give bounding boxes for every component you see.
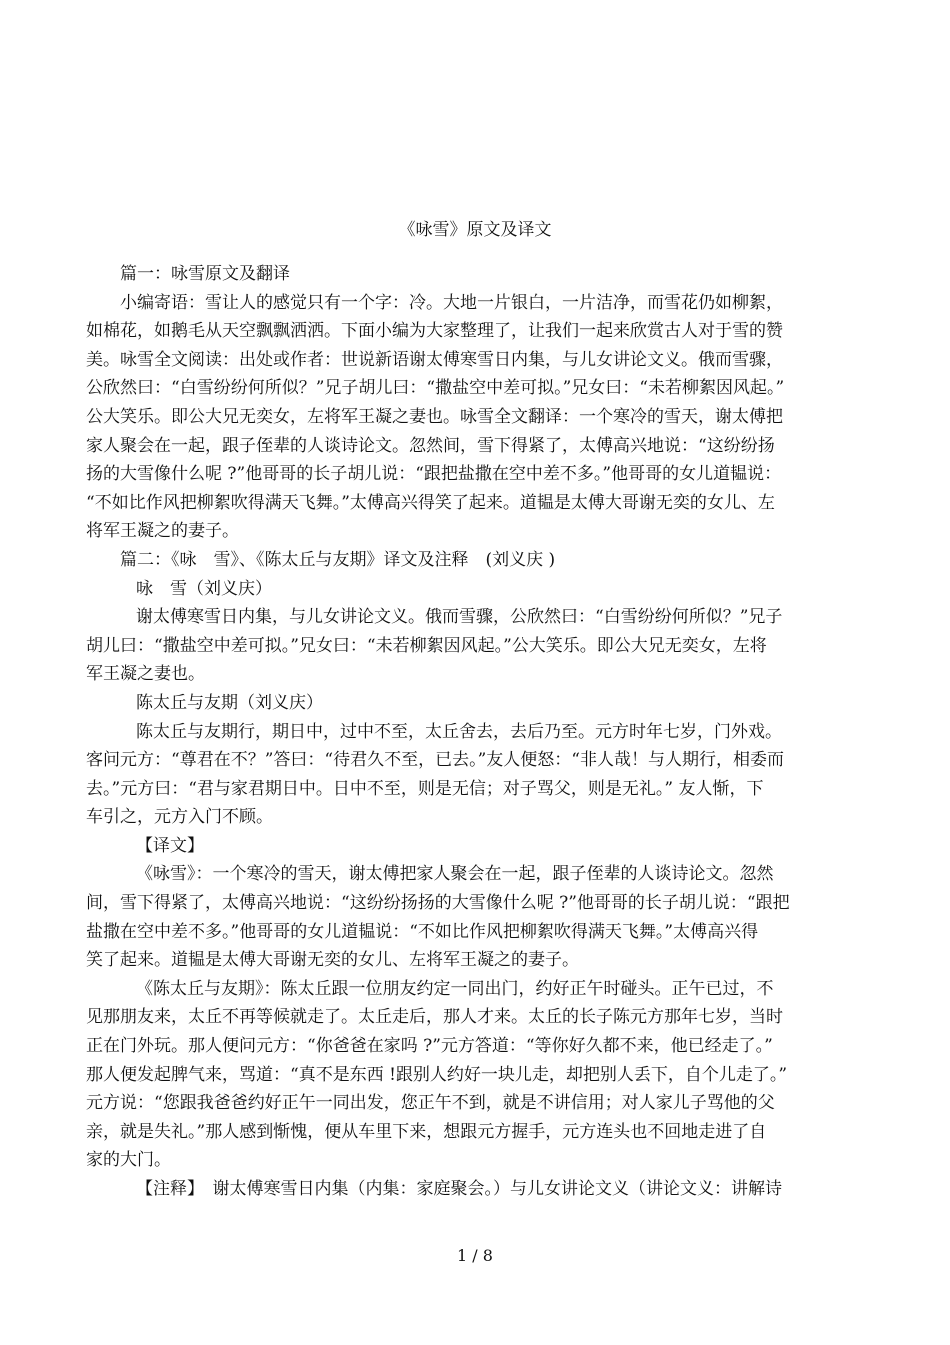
paragraph-line: 公大笑乐。即公大兄无奕女，左将军王凝之妻也。咏雪全文翻译：一个寒冷的雪天，谢太傅把 [86, 406, 783, 427]
paragraph-line: 见那朋友来，太丘不再等候就走了。太丘走后，那人才来。太丘的长子陈元方那年七岁，当时 [86, 1007, 783, 1028]
paragraph-line: 陈太丘与友期行，期日中，过中不至，太丘舍去，去后乃至。元方时年七岁，门外戏。 [136, 721, 782, 742]
paragraph-line: 盐撒在空中差不多。”他哥哥的女儿道韫说：“不如比作风把柳絮吹得满天飞舞。”太傅高兴得 [86, 921, 759, 942]
paragraph-line: 胡儿曰：“撒盐空中差可拟。”兄女曰：“未若柳絮因风起。”公大笑乐。即公大兄无奕女，左将 [86, 635, 767, 656]
paragraph-line: 扬的大雪像什么呢 ?”他哥哥的长子胡儿说：“跟把盐撒在空中差不多。”他哥哥的女儿道韫说： [86, 464, 782, 485]
subheading-notes: 【注释】 谢太傅寒雪日内集（内集：家庭聚会。）与儿女讲论文义（讲论文义：讲解诗 [136, 1179, 782, 1199]
paragraph-line: 公欣然曰：“白雪纷纷何所似？”兄子胡儿曰：“撒盐空中差可拟。”兄女曰：“未若柳絮因风起。” [86, 378, 785, 399]
subheading-yongxue: 咏 雪（刘义庆） [136, 578, 272, 599]
paragraph-line: 间，雪下得紧了，太傅高兴地说：“这纷纷扬扬的大雪像什么呢 ?”他哥哥的长子胡儿说：“跟把 [86, 893, 790, 914]
paragraph-line: “不如比作风把柳絮吹得满天飞舞。”太傅高兴得笑了起来。道韫是太傅大哥谢无奕的女儿、左 [86, 492, 775, 513]
page-number: 1 / 8 [457, 1246, 493, 1265]
paragraph-line: 《咏雪》：一个寒冷的雪天，谢太傅把家人聚会在一起，跟子侄辈的人谈诗论文。忽然 [136, 864, 774, 885]
subheading-translation: 【译文】 [136, 835, 204, 856]
paragraph-line: 家人聚会在一起，跟子侄辈的人谈诗论文。忽然间，雪下得紧了，太傅高兴地说：“这纷纷扬 [86, 435, 775, 456]
paragraph-line: 笑了起来。道韫是太傅大哥谢无奕的女儿、左将军王凝之的妻子。 [86, 950, 579, 971]
paragraph-line: 将军王凝之的妻子。 [86, 521, 239, 542]
paragraph-line: 那人便发起脾气来，骂道：“真不是东西 !跟别人约好一块儿走，却把别人丢下，自个儿走了。” [86, 1064, 788, 1085]
document-body [86, 260, 876, 1204]
paragraph-line: 去。”元方曰：“君与家君期日中。日中不至，则是无信；对子骂父，则是无礼。” 友人惭，下 [86, 778, 764, 799]
paragraph-line: 《陈太丘与友期》：陈太丘跟一位朋友约定一同出门，约好正午时碰头。正午已过，不 [136, 978, 774, 999]
section-heading-2: 篇二：《咏 雪》、《陈太丘与友期》译文及注释 (刘义庆 ) [120, 549, 556, 570]
paragraph-line: 元方说：“您跟我爸爸约好正午一同出发，您正午不到，就是不讲信用；对人家儿子骂他的父 [86, 1093, 775, 1114]
paragraph-line: 车引之，元方入门不顾。 [86, 807, 273, 828]
paragraph-line: 正在门外玩。那人便问元方：“你爸爸在家吗 ?”元方答道：“等你好久都不来，他已经走了。” [86, 1036, 773, 1057]
paragraph-line: 军王凝之妻也。 [86, 664, 205, 685]
paragraph-line: 谢太傅寒雪日内集，与儿女讲论文义。俄而雪骤，公欣然曰：“白雪纷纷何所似？”兄子 [136, 607, 783, 628]
paragraph-line: 美。咏雪全文阅读：出处或作者：世说新语谢太傅寒雪日内集，与儿女讲论文义。俄而雪骤， [86, 349, 783, 370]
section-heading-1: 篇一：咏雪原文及翻译 [120, 264, 290, 284]
paragraph-line: 如棉花，如鹅毛从天空飘飘洒洒。下面小编为大家整理了，让我们一起来欣赏古人对于雪的赞 [86, 321, 783, 342]
paragraph-line: 客问元方：“尊君在不？”答曰：“待君久不至，已去。”友人便怒：“非人哉！与人期行，相委而 [86, 750, 784, 771]
document-title: 《咏雪》原文及译文 [398, 220, 552, 240]
paragraph-line: 家的大门。 [86, 1150, 171, 1171]
subheading-chentaiqiu: 陈太丘与友期（刘义庆） [136, 692, 323, 713]
paragraph-line: 亲，就是失礼。”那人感到惭愧，便从车里下来，想跟元方握手，元方连头也不回地走进了自 [86, 1121, 767, 1142]
paragraph-line: 小编寄语：雪让人的感觉只有一个字：冷。大地一片银白，一片洁净，而雪花仍如柳絮， [120, 292, 783, 313]
